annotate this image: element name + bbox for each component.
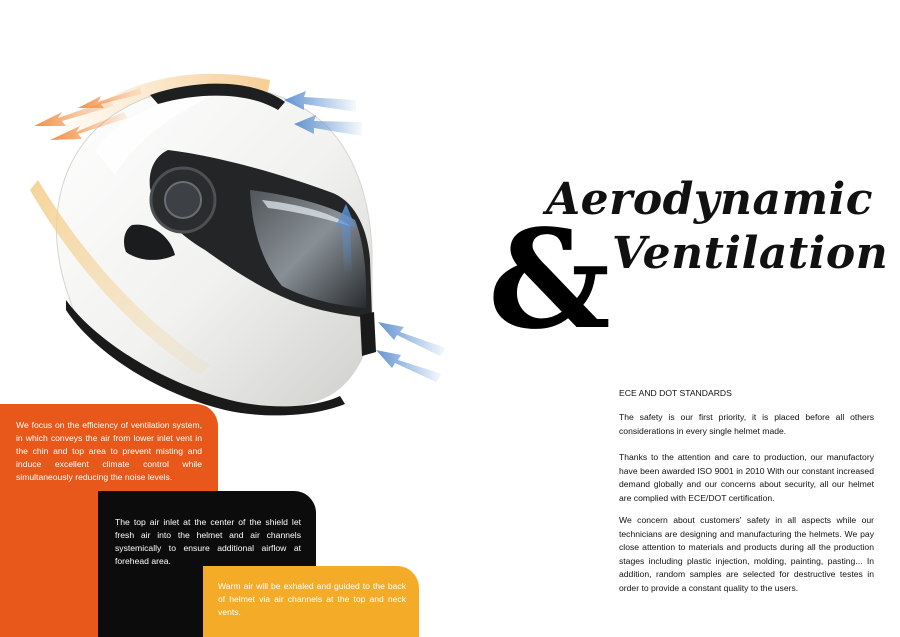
ventilation-text-black: The top air inlet at the center of the shield let fresh air into the helmet and air channels systemically to ensure additional airflow at forehead area.	[115, 517, 301, 566]
ventilation-text-orange: We focus on the efficiency of ventilation system, in which conveys the air from lower inlet vent in the chin and top area to prevent misting and induce excellent climate control while simultaneously reducing the noise levels.	[16, 420, 202, 482]
heading-ampersand: &	[488, 200, 611, 360]
ventilation-text-yellow: Warm air will be exhaled and guided to the back of helmet via air channels at the top and neck vents.	[218, 581, 406, 617]
chin-inlet-arrows	[376, 322, 446, 382]
standards-paragraph: The safety is our first priority, it is placed before all others considerations in every single helmet made.	[619, 412, 874, 436]
pivot-inner	[165, 182, 201, 218]
heading-line-2: Ventilation	[612, 228, 889, 279]
standards-paragraph: Thanks to the attention and care to production, our manufactory have been awarded ISO 9001 in 2010 With our constant increased demand globally and our concerns about security, all our helmet are complied with ECE/DOT certification.	[619, 452, 874, 503]
standards-title: ECE AND DOT STANDARDS	[619, 388, 732, 398]
standards-paragraph: We concern about customers' safety in all aspects while our technicians are designing and manufacturing the helmets. We pay close attention to materials and products during all the production stages including plastic injection, molding, painting, pasting... In addition, random samples are selected for destructive testes in order to provide a constant quality to the users.	[619, 515, 874, 593]
chin-trim	[360, 312, 376, 356]
heading-line-1: Aerodynamic	[546, 174, 874, 225]
